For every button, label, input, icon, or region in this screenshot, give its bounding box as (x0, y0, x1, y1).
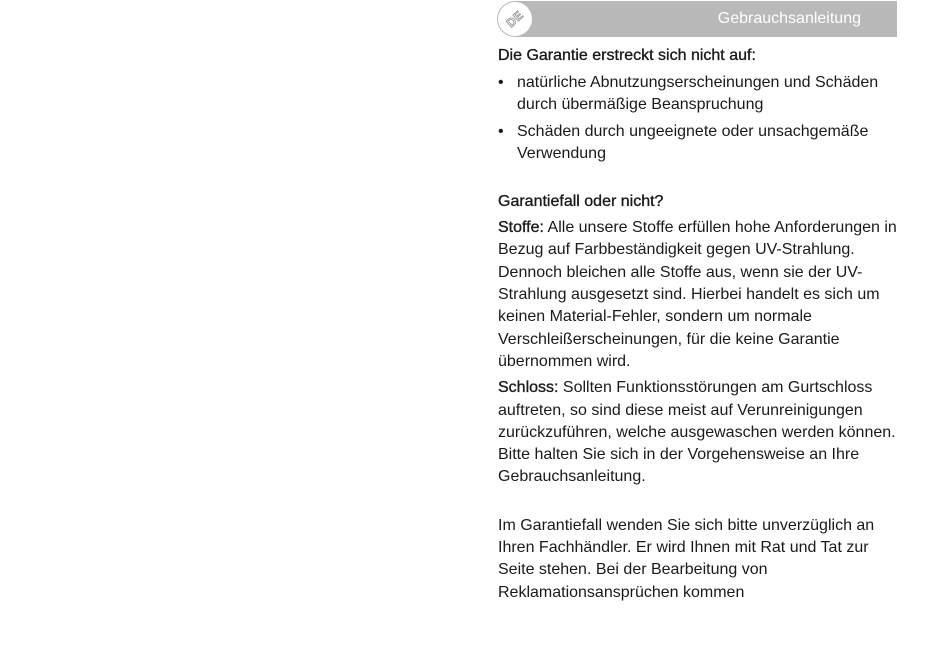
language-badge (498, 2, 532, 36)
buckle-paragraph (498, 377, 898, 488)
warranty-exclusions-list (498, 72, 898, 165)
fabrics-paragraph (498, 217, 898, 373)
header-title: Gebrauchsanleitung (717, 10, 861, 27)
warranty-exclusions-heading: Die Garantie erstreckt sich nicht auf: (498, 47, 756, 64)
warranty-case-heading: Garantiefall oder nicht? (498, 193, 664, 211)
buckle-text: Sollten Funktionsstörungen am Gurtschloss auftreten, so sind diese meist auf Verunreinigungen zurückzuführen, welche ausgewaschen werden können. Bitte halten Sie sich in der Vorgehensweise an Ihre Gebrauchsanleitung. (498, 379, 896, 486)
list-item-text: Schäden durch ungeeignete oder unsachgemäße Verwendung (517, 122, 869, 162)
fabrics-label: Stoffe: (498, 219, 544, 237)
list-item (498, 121, 898, 166)
header-bar (497, 1, 897, 37)
fabrics-text: Alle unsere Stoffe erfüllen hohe Anforderungen in Bezug auf Farbbeständigkeit gegen UV-Strahlung. Dennoch bleichen alle Stoffe aus, wenn sie der UV-Strahlung ausgesetzt sind. Hierbei handelt es sich um keinen Material-Fehler, sondern um normale Verschleißerscheinungen, für die keine Garantie übernommen wird. (498, 219, 897, 370)
warranty-claim-paragraph: Im Garantiefall wenden Sie sich bitte unverzüglich an Ihren Fachhändler. Er wird Ihnen mit Rat und Tat zur Seite stehen. Bei der Bearbeitung von Reklamationsansprüchen kommen (498, 516, 875, 601)
page-content (498, 44, 898, 604)
buckle-label: Schloss: (498, 379, 559, 397)
bullet-icon: • (498, 74, 504, 91)
list-item-text: natürliche Abnutzungserscheinungen und Schäden durch übermäßige Beanspruchung (517, 74, 879, 114)
list-item (498, 72, 898, 117)
bullet-icon: • (498, 122, 504, 140)
language-badge-label: DE (503, 7, 527, 31)
